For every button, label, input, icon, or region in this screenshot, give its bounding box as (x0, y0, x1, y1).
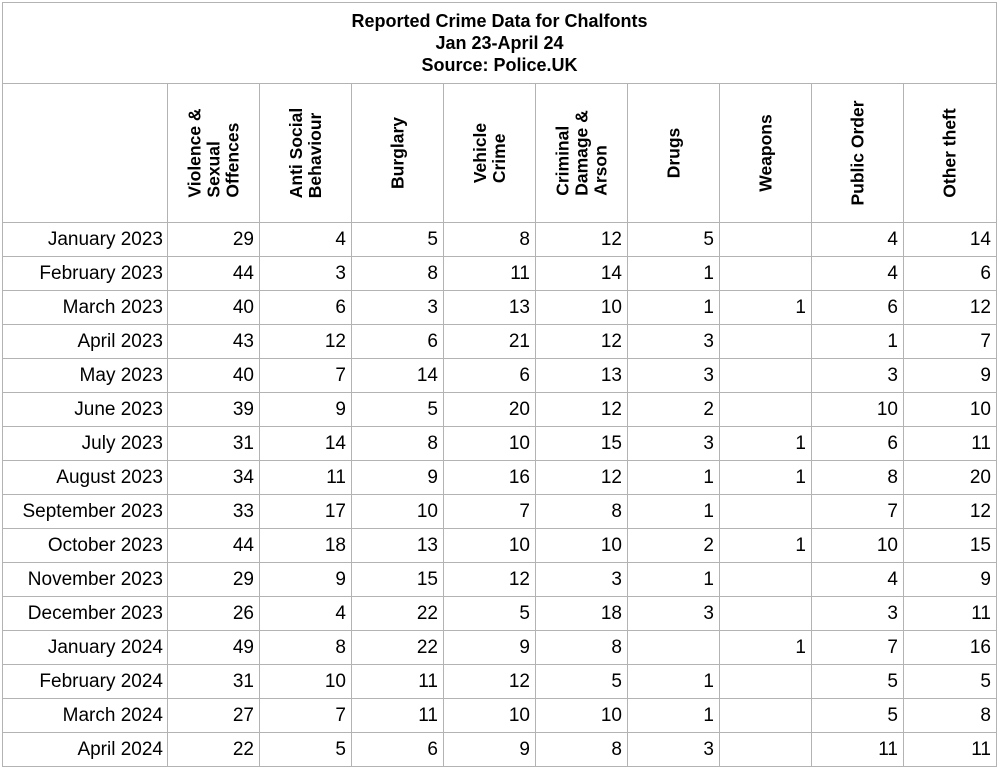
data-cell: 8 (260, 631, 352, 665)
table-row (3, 733, 997, 767)
data-cell: 9 (444, 631, 536, 665)
data-cell: 5 (352, 223, 444, 257)
data-cell: 7 (260, 699, 352, 733)
title-line-3: Source: Police.UK (421, 55, 578, 75)
data-cell: 10 (444, 427, 536, 461)
data-cell: 7 (260, 359, 352, 393)
data-cell: 11 (904, 733, 997, 767)
data-cell: 4 (260, 223, 352, 257)
data-cell: 7 (812, 631, 904, 665)
data-cell: 44 (168, 529, 260, 563)
column-header (168, 84, 260, 223)
row-label: March 2023 (3, 291, 168, 325)
data-cell: 3 (260, 257, 352, 291)
data-cell: 9 (260, 563, 352, 597)
table-row (3, 665, 997, 699)
data-cell: 29 (168, 563, 260, 597)
data-cell: 1 (720, 529, 812, 563)
column-header (260, 84, 352, 223)
data-cell (720, 563, 812, 597)
data-cell: 7 (904, 325, 997, 359)
data-cell: 6 (260, 291, 352, 325)
data-cell (720, 359, 812, 393)
data-cell: 21 (444, 325, 536, 359)
data-cell: 26 (168, 597, 260, 631)
data-cell: 33 (168, 495, 260, 529)
column-header-label: Arson (590, 145, 610, 196)
table-row (3, 461, 997, 495)
data-cell: 11 (904, 597, 997, 631)
corner-cell (3, 84, 168, 223)
column-header (352, 84, 444, 223)
data-cell: 15 (536, 427, 628, 461)
table-row (3, 291, 997, 325)
data-cell: 6 (352, 733, 444, 767)
data-cell: 1 (628, 257, 720, 291)
data-cell: 9 (352, 461, 444, 495)
data-cell: 5 (352, 393, 444, 427)
data-cell: 22 (352, 631, 444, 665)
column-header-label: Violence & (184, 108, 204, 198)
data-cell: 31 (168, 665, 260, 699)
data-cell: 8 (536, 733, 628, 767)
data-cell: 29 (168, 223, 260, 257)
data-cell: 8 (444, 223, 536, 257)
data-cell: 10 (812, 393, 904, 427)
data-cell: 15 (352, 563, 444, 597)
data-cell: 5 (536, 665, 628, 699)
data-cell: 4 (812, 563, 904, 597)
title-line-2: Jan 23-April 24 (435, 33, 564, 53)
data-cell: 16 (904, 631, 997, 665)
data-cell: 20 (904, 461, 997, 495)
data-cell: 1 (628, 461, 720, 495)
column-header-label: Other theft (939, 108, 960, 198)
data-cell: 9 (904, 563, 997, 597)
data-cell: 10 (536, 291, 628, 325)
data-cell: 1 (628, 291, 720, 325)
data-cell: 10 (260, 665, 352, 699)
data-cell: 8 (812, 461, 904, 495)
data-cell: 11 (260, 461, 352, 495)
data-cell (720, 665, 812, 699)
data-cell: 12 (536, 325, 628, 359)
table-row (3, 393, 997, 427)
data-cell: 40 (168, 291, 260, 325)
data-cell: 3 (352, 291, 444, 325)
data-cell (720, 393, 812, 427)
data-cell: 11 (812, 733, 904, 767)
data-cell: 11 (444, 257, 536, 291)
table-row (3, 257, 997, 291)
data-cell: 12 (536, 393, 628, 427)
data-cell: 12 (904, 291, 997, 325)
data-cell: 3 (628, 325, 720, 359)
data-cell: 3 (812, 597, 904, 631)
data-cell: 10 (536, 529, 628, 563)
column-header-label: Burglary (387, 117, 407, 189)
data-cell (720, 257, 812, 291)
table-row (3, 563, 997, 597)
column-header-label: Criminal (552, 125, 572, 196)
data-cell: 12 (444, 563, 536, 597)
row-label: September 2023 (3, 495, 168, 529)
data-cell: 9 (260, 393, 352, 427)
column-header (812, 84, 904, 223)
data-cell: 13 (352, 529, 444, 563)
column-header (628, 84, 720, 223)
data-cell: 2 (628, 529, 720, 563)
row-label: February 2023 (3, 257, 168, 291)
data-cell: 10 (352, 495, 444, 529)
column-header (720, 84, 812, 223)
data-cell: 6 (352, 325, 444, 359)
data-cell: 10 (536, 699, 628, 733)
data-cell: 4 (260, 597, 352, 631)
data-cell: 5 (904, 665, 997, 699)
data-cell: 8 (352, 257, 444, 291)
column-header-label: Weapons (755, 114, 775, 192)
data-cell: 13 (536, 359, 628, 393)
data-cell: 9 (904, 359, 997, 393)
data-cell: 14 (536, 257, 628, 291)
data-cell: 18 (536, 597, 628, 631)
table-row (3, 529, 997, 563)
data-cell: 12 (260, 325, 352, 359)
table-row (3, 223, 997, 257)
column-header-label: Vehicle (469, 122, 490, 184)
data-cell: 5 (812, 665, 904, 699)
column-header (444, 84, 536, 223)
data-cell: 10 (444, 699, 536, 733)
data-cell: 6 (444, 359, 536, 393)
data-cell: 11 (904, 427, 997, 461)
data-cell: 3 (628, 359, 720, 393)
row-label: October 2023 (3, 529, 168, 563)
data-cell (720, 325, 812, 359)
column-header-label: Behaviour (304, 112, 325, 199)
data-cell: 8 (536, 631, 628, 665)
data-cell (720, 495, 812, 529)
data-cell: 1 (628, 495, 720, 529)
data-cell: 7 (444, 495, 536, 529)
row-label: February 2024 (3, 665, 168, 699)
data-cell: 4 (812, 257, 904, 291)
data-cell: 6 (812, 291, 904, 325)
data-cell: 9 (444, 733, 536, 767)
data-cell: 44 (168, 257, 260, 291)
row-label: January 2023 (3, 223, 168, 257)
row-label: December 2023 (3, 597, 168, 631)
column-header-row (3, 84, 997, 223)
data-cell: 18 (260, 529, 352, 563)
data-cell: 27 (168, 699, 260, 733)
data-cell: 1 (720, 427, 812, 461)
row-label: May 2023 (3, 359, 168, 393)
data-cell: 12 (536, 223, 628, 257)
data-cell (628, 631, 720, 665)
data-cell: 2 (628, 393, 720, 427)
data-cell (720, 597, 812, 631)
row-label: April 2024 (3, 733, 168, 767)
data-cell: 20 (444, 393, 536, 427)
row-label: March 2024 (3, 699, 168, 733)
data-cell: 1 (628, 665, 720, 699)
table-body (3, 223, 997, 767)
data-cell: 34 (168, 461, 260, 495)
data-cell: 49 (168, 631, 260, 665)
data-cell (720, 699, 812, 733)
data-cell: 8 (352, 427, 444, 461)
data-cell: 40 (168, 359, 260, 393)
data-cell: 11 (352, 665, 444, 699)
data-cell: 3 (536, 563, 628, 597)
data-cell: 12 (904, 495, 997, 529)
column-header-label: Public Order (847, 100, 867, 206)
data-cell: 1 (720, 631, 812, 665)
row-label: August 2023 (3, 461, 168, 495)
row-label: June 2023 (3, 393, 168, 427)
column-header-label: Damage & (571, 110, 591, 196)
data-cell: 1 (628, 699, 720, 733)
data-cell (720, 223, 812, 257)
column-header (904, 84, 997, 223)
data-cell: 39 (168, 393, 260, 427)
table-row (3, 631, 997, 665)
data-cell: 15 (904, 529, 997, 563)
data-cell: 1 (812, 325, 904, 359)
data-cell: 14 (904, 223, 997, 257)
data-cell: 10 (904, 393, 997, 427)
data-cell: 3 (812, 359, 904, 393)
column-header (536, 84, 628, 223)
data-cell: 4 (812, 223, 904, 257)
table-row (3, 495, 997, 529)
column-header-label: Drugs (663, 127, 683, 179)
data-cell: 14 (260, 427, 352, 461)
table-row (3, 325, 997, 359)
data-cell: 10 (444, 529, 536, 563)
data-cell: 1 (720, 461, 812, 495)
table-row (3, 597, 997, 631)
column-header-label: Crime (488, 133, 509, 184)
row-label: April 2023 (3, 325, 168, 359)
data-cell: 3 (628, 427, 720, 461)
table-row (3, 359, 997, 393)
data-cell: 16 (444, 461, 536, 495)
data-cell: 22 (168, 733, 260, 767)
table-row (3, 699, 997, 733)
column-header-label: Offences (222, 122, 242, 198)
data-cell: 5 (812, 699, 904, 733)
table-row (3, 427, 997, 461)
title-line-1: Reported Crime Data for Chalfonts (351, 11, 648, 31)
data-cell: 12 (444, 665, 536, 699)
data-cell: 7 (812, 495, 904, 529)
column-header-label: Anti Social (285, 107, 306, 199)
crime-data-table (2, 2, 997, 767)
data-cell: 6 (812, 427, 904, 461)
data-cell: 5 (444, 597, 536, 631)
data-cell: 17 (260, 495, 352, 529)
data-cell: 12 (536, 461, 628, 495)
data-cell: 11 (352, 699, 444, 733)
data-cell (720, 733, 812, 767)
row-label: July 2023 (3, 427, 168, 461)
column-header-label: Sexual (203, 141, 223, 198)
row-label: January 2024 (3, 631, 168, 665)
data-cell: 43 (168, 325, 260, 359)
data-cell: 5 (628, 223, 720, 257)
data-cell: 22 (352, 597, 444, 631)
table-title (3, 3, 997, 84)
data-cell: 1 (628, 563, 720, 597)
data-cell: 10 (812, 529, 904, 563)
data-cell: 3 (628, 597, 720, 631)
data-cell: 8 (536, 495, 628, 529)
data-cell: 3 (628, 733, 720, 767)
data-cell: 8 (904, 699, 997, 733)
data-cell: 14 (352, 359, 444, 393)
data-cell: 31 (168, 427, 260, 461)
data-cell: 13 (444, 291, 536, 325)
data-cell: 6 (904, 257, 997, 291)
data-cell: 1 (720, 291, 812, 325)
row-label: November 2023 (3, 563, 168, 597)
data-cell: 5 (260, 733, 352, 767)
